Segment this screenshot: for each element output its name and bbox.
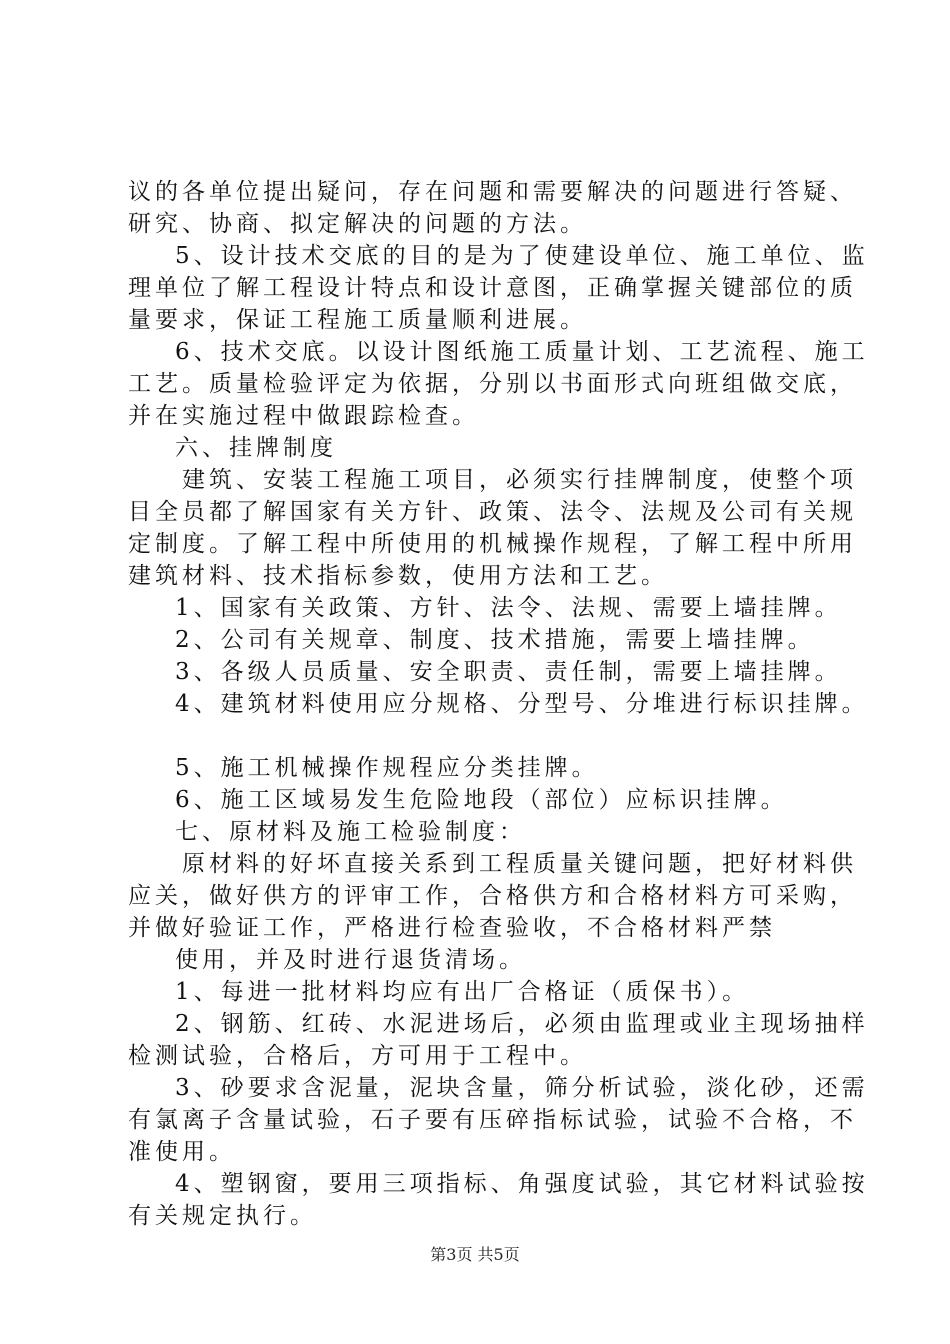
text-line: 议的各单位提出疑问，存在问题和需要解决的问题进行答疑、	[128, 179, 857, 205]
text-line: 并做好验证工作，严格进行检查验收，不合格材料严禁	[128, 915, 776, 941]
text-line: 定制度。了解工程中所使用的机械操作规程，了解工程中所用	[128, 531, 857, 557]
section-heading: 七、原材料及施工检验制度：	[175, 819, 526, 845]
text-line: 6、技术交底。以设计图纸施工质量计划、工艺流程、施工	[175, 339, 869, 365]
text-line: 理单位了解工程设计特点和设计意图，正确掌握关键部位的质	[128, 275, 857, 301]
text-line: 建筑、安装工程施工项目，必须实行挂牌制度，使整个项	[182, 467, 857, 493]
page-number-footer: 第3页 共5页	[430, 1245, 520, 1264]
text-line: 3、砂要求含泥量，泥块含量，筛分析试验，淡化砂，还需	[175, 1075, 869, 1101]
text-line: 6、施工区域易发生危险地段（部位）应标识挂牌。	[175, 787, 788, 813]
text-line: 5、施工机械操作规程应分类挂牌。	[175, 755, 599, 781]
text-line: 1、国家有关政策、方针、法令、法规、需要上墙挂牌。	[175, 595, 842, 621]
text-line: 原材料的好坏直接关系到工程质量关键问题，把好材料供	[182, 851, 857, 877]
text-line: 使用，并及时进行退货清场。	[175, 947, 526, 973]
section-heading: 六、挂牌制度	[175, 435, 337, 461]
text-line: 2、公司有关规章、制度、技术措施，需要上墙挂牌。	[175, 627, 815, 653]
text-line: 并在实施过程中做跟踪检查。	[128, 403, 479, 429]
text-line: 1、每进一批材料均应有出厂合格证（质保书）。	[175, 979, 750, 1005]
text-line: 检测试验，合格后，方可用于工程中。	[128, 1043, 587, 1069]
text-line: 2、钢筋、红砖、水泥进场后，必须由监理或业主现场抽样	[175, 1011, 869, 1037]
text-line: 目全员都了解国家有关方针、政策、法令、法规及公司有关规	[128, 499, 857, 525]
text-line: 4、塑钢窗，要用三项指标、角强度试验，其它材料试验按	[175, 1171, 869, 1197]
text-line: 4、建筑材料使用应分规格、分型号、分堆进行标识挂牌。	[175, 691, 869, 717]
text-line: 有氯离子含量试验，石子要有压碎指标试验，试验不合格，不	[128, 1107, 857, 1133]
text-line: 有关规定执行。	[128, 1203, 317, 1229]
text-line: 建筑材料、技术指标参数，使用方法和工艺。	[128, 563, 668, 589]
text-line: 工艺。质量检验评定为依据，分别以书面形式向班组做交底，	[128, 371, 857, 397]
text-line: 量要求，保证工程施工质量顺利进展。	[128, 307, 587, 333]
text-line: 3、各级人员质量、安全职责、责任制，需要上墙挂牌。	[175, 659, 842, 685]
text-line: 准使用。	[128, 1139, 236, 1165]
text-line: 5、设计技术交底的目的是为了使建设单位、施工单位、监	[175, 243, 869, 269]
text-line: 研究、协商、拟定解决的问题的方法。	[128, 211, 587, 237]
text-line: 应关，做好供方的评审工作，合格供方和合格材料方可采购，	[128, 883, 857, 909]
